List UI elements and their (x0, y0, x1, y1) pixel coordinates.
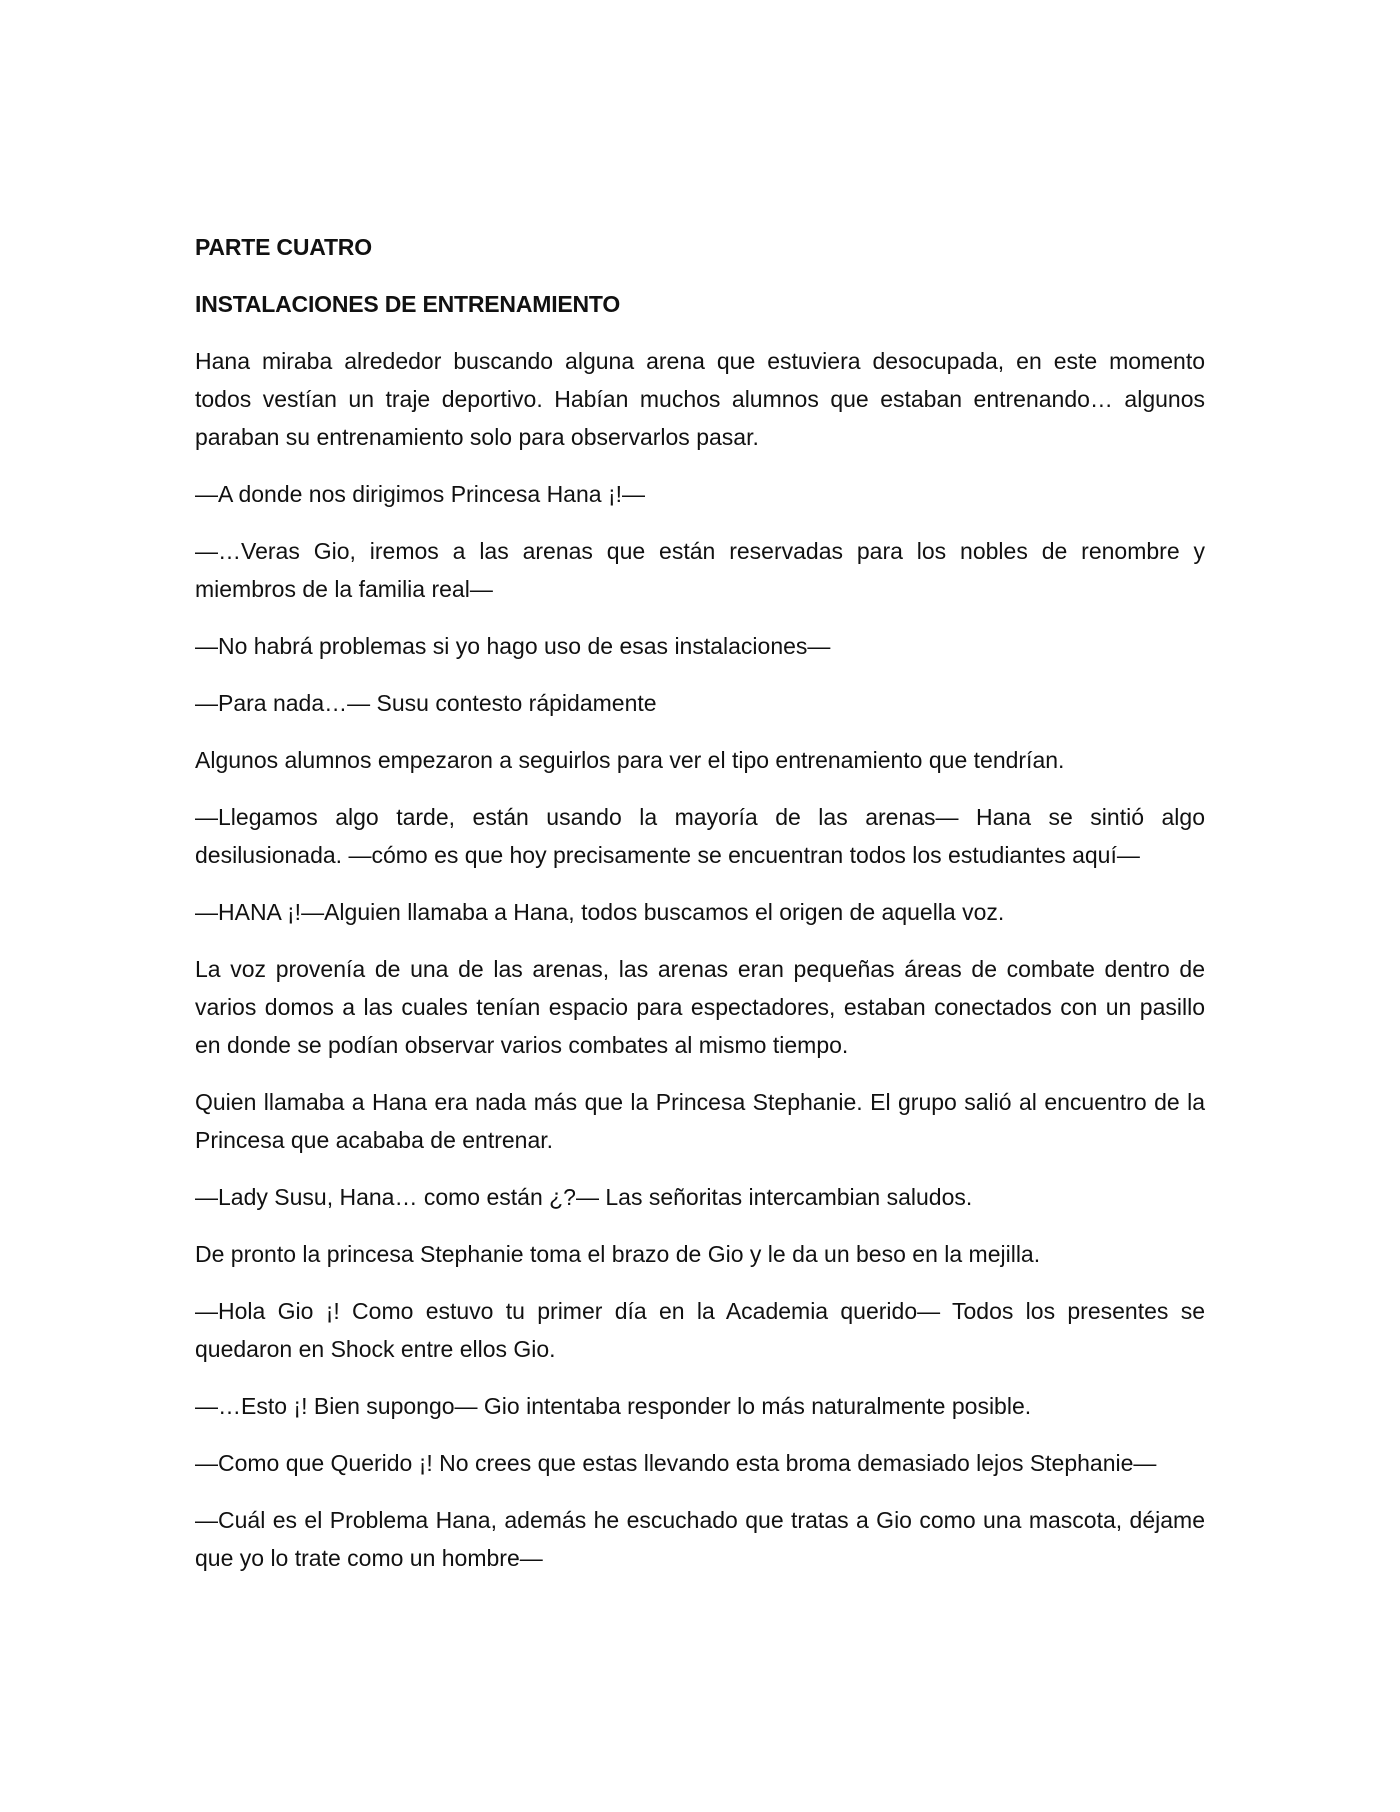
chapter-title: INSTALACIONES DE ENTRENAMIENTO (195, 291, 621, 317)
paragraph: Hana miraba alrededor buscando alguna arena que estuviera desocupada, en este momento todos vestían un traje deportivo. Habían muchos alumnos que estaban entrenando… algunos paraban su entrenamiento solo para observarlos pasar. (195, 348, 1205, 450)
paragraph: De pronto la princesa Stephanie toma el brazo de Gio y le da un beso en la mejilla. (195, 1241, 1041, 1267)
paragraph: —Como que Querido ¡! No crees que estas llevando esta broma demasiado lejos Stephanie— (195, 1450, 1157, 1476)
paragraph: —Llegamos algo tarde, están usando la mayoría de las arenas— Hana se sintió algo desilusionada. —cómo es que hoy precisamente se encuentran todos los estudiantes aquí— (195, 804, 1205, 868)
paragraph: —Cuál es el Problema Hana, además he escuchado que tratas a Gio como una mascota, déjame que yo lo trate como un hombre— (195, 1507, 1205, 1571)
paragraph: —HANA ¡!—Alguien llamaba a Hana, todos buscamos el origen de aquella voz. (195, 899, 1005, 925)
paragraph: —Para nada…— Susu contesto rápidamente (195, 690, 657, 716)
paragraph: Quien llamaba a Hana era nada más que la Princesa Stephanie. El grupo salió al encuentro de la Princesa que acababa de entrenar. (195, 1089, 1205, 1153)
body-text (195, 342, 1205, 1577)
document-page (195, 228, 1205, 1596)
paragraph: —A donde nos dirigimos Princesa Hana ¡!— (195, 481, 645, 507)
paragraph: —…Esto ¡! Bien supongo— Gio intentaba responder lo más naturalmente posible. (195, 1393, 1032, 1419)
paragraph: Algunos alumnos empezaron a seguirlos para ver el tipo entrenamiento que tendrían. (195, 747, 1065, 773)
paragraph: —Lady Susu, Hana… como están ¿?— Las señoritas intercambian saludos. (195, 1184, 973, 1210)
paragraph: —Hola Gio ¡! Como estuvo tu primer día en la Academia querido— Todos los presentes se quedaron en Shock entre ellos Gio. (195, 1298, 1205, 1362)
paragraph: —…Veras Gio, iremos a las arenas que están reservadas para los nobles de renombre y miembros de la familia real— (195, 538, 1205, 602)
part-title: PARTE CUATRO (195, 234, 372, 260)
paragraph: —No habrá problemas si yo hago uso de esas instalaciones— (195, 633, 831, 659)
paragraph: La voz provenía de una de las arenas, las arenas eran pequeñas áreas de combate dentro de varios domos a las cuales tenían espacio para espectadores, estaban conectados con un pasillo en donde se podían observar varios combates al mismo tiempo. (195, 956, 1205, 1058)
